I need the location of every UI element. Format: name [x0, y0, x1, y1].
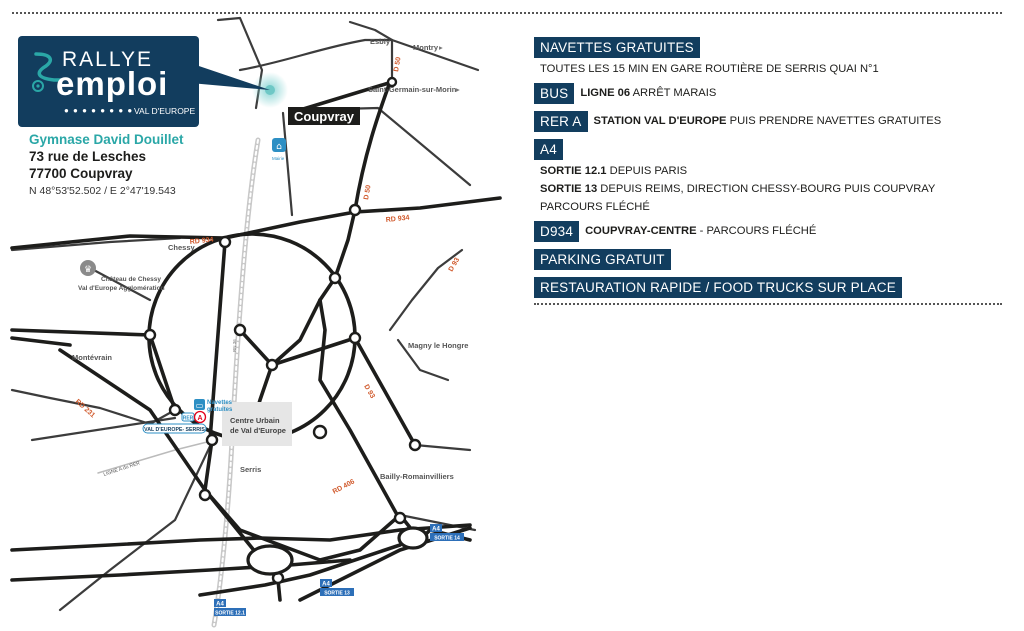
roundabout — [235, 325, 245, 335]
svg-text:♛: ♛ — [83, 265, 93, 275]
a4-line2-text: DEPUIS REIMS, DIRECTION CHESSY-BOURG PUIS COUPVRAY — [597, 183, 936, 195]
svg-text:▭: ▭ — [195, 401, 204, 410]
roundabout — [220, 237, 230, 247]
a4-tag: A4 — [534, 139, 563, 160]
label-montry: Montry — [413, 43, 438, 52]
a4-block — [534, 139, 1004, 215]
label-saint-germain: Saint-Germain-sur-Morin — [368, 85, 457, 94]
access-info-panel — [534, 37, 1004, 298]
interchange-loop — [399, 528, 427, 548]
label-chessy: Chessy — [168, 243, 195, 252]
svg-text:⌂: ⌂ — [276, 142, 282, 152]
venue-street: 73 rue de Lesches — [29, 149, 147, 164]
a4-line3-text: PARCOURS FLÉCHÉ — [540, 201, 650, 213]
montry-arrow: ▸ — [439, 43, 443, 52]
d934-block — [534, 221, 1004, 242]
d934-text: - PARCOURS FLÉCHÉ — [696, 225, 817, 237]
label-navettes-1: Navettes — [207, 400, 233, 406]
navettes-block — [534, 37, 1004, 77]
label-navettes-2: gratuites — [207, 407, 233, 413]
a4-shield-13-label: A4 — [322, 581, 330, 588]
venue-name: Gymnase David Douillet — [29, 132, 184, 147]
road-rd406: RD 406 — [331, 478, 356, 496]
a4-line2-bold: SORTIE 13 — [540, 183, 598, 195]
logo-pointer — [190, 55, 280, 105]
rer-block — [534, 111, 1004, 132]
roundabout — [200, 490, 210, 500]
logo-word-emploi: emploi — [56, 65, 169, 102]
label-centre-urbain-1: Centre Urbain — [230, 416, 280, 425]
road-rn36: RN 36 — [232, 339, 237, 352]
label-ligne-rer: LIGNE A du RER — [102, 460, 141, 478]
roundabout — [410, 440, 420, 450]
bus-block — [534, 83, 1004, 104]
exit-121-label: SORTIE 12.1 — [215, 610, 245, 617]
navettes-tag: NAVETTES GRATUITES — [534, 37, 700, 58]
roundabout — [395, 513, 405, 523]
a4-line1-bold: SORTIE 12.1 — [540, 165, 607, 177]
roundabout — [267, 360, 277, 370]
roundabout — [350, 333, 360, 343]
venue-city: 77700 Coupvray — [29, 166, 133, 181]
road-d93-south: D 93 — [362, 383, 376, 400]
roundabout — [145, 330, 155, 340]
logo-word-rallye: RALLYE — [62, 48, 153, 71]
roundabout — [314, 426, 326, 438]
roundabout — [350, 205, 360, 215]
resto-block — [534, 277, 1004, 298]
exit-14-label: SORTIE 14 — [434, 535, 460, 542]
parking-block — [534, 249, 1004, 270]
resto-tag: RESTAURATION RAPIDE / FOOD TRUCKS SUR PLACE — [534, 277, 902, 298]
a4-shield-121-label: A4 — [216, 601, 224, 608]
venue-address — [29, 132, 184, 197]
road-rd231: RD 231 — [73, 398, 96, 420]
roundabout — [170, 405, 180, 415]
saint-germain-arrow: ▸ — [456, 85, 460, 94]
road-d50-north: D 50 — [393, 56, 403, 73]
label-station: VAL D'EUROPE- SERRIS — [144, 427, 205, 433]
rer-a-letter: A — [197, 415, 203, 422]
a4-shield-14-label: A4 — [432, 526, 440, 533]
logo-dots: ● ● ● ● ● ● ● ● — [64, 106, 134, 115]
label-chateau-2: Val d'Europe Agglomération — [78, 285, 165, 292]
rer-text: PUIS PRENDRE NAVETTES GRATUITES — [726, 115, 942, 127]
rer-bold: STATION VAL D'EUROPE — [593, 115, 727, 127]
navettes-text: TOUTES LES 15 MIN EN GARE ROUTIÈRE DE SERRIS QUAI N°1 — [540, 63, 879, 75]
venue-gps: N 48°53'52.502 / E 2°47'19.543 — [29, 185, 176, 197]
road-rd934-west: RD 934 — [189, 236, 214, 246]
rallye-emploi-logo — [18, 36, 199, 127]
label-magny: Magny le Hongre — [408, 341, 469, 350]
exit-13-label: SORTIE 13 — [324, 590, 350, 597]
logo-sub: VAL D'EUROPE — [134, 106, 196, 116]
label-montevrain: Montévrain — [72, 353, 113, 362]
road-d50-south: D 50 — [363, 184, 373, 201]
label-chateau-1: Château de Chessy — [101, 276, 161, 283]
label-coupvray: Coupvray — [294, 109, 354, 124]
interchange-loop — [248, 546, 292, 574]
info-bottom-dotted-rule — [534, 303, 1002, 305]
bus-text: ARRÊT MARAIS — [630, 87, 717, 99]
rer-tag: RER A — [534, 111, 588, 132]
roundabout — [207, 435, 217, 445]
label-bailly: Bailly-Romainvilliers — [380, 472, 454, 481]
label-serris: Serris — [240, 465, 262, 474]
label-esbly: Esbly — [370, 37, 391, 46]
bus-bold: LIGNE 06 — [580, 87, 631, 99]
a4-line1-text: DEPUIS PARIS — [606, 165, 688, 177]
road-rd934-east: RD 934 — [385, 214, 410, 224]
label-centre-urbain-2: de Val d'Europe — [230, 426, 286, 435]
rer-badge-label: RER — [182, 415, 194, 422]
d934-bold: COUPVRAY-CENTRE — [585, 225, 697, 237]
label-mairie: Mairie — [272, 156, 285, 161]
bus-tag: BUS — [534, 83, 574, 104]
road-d93-north: D 93 — [447, 256, 462, 273]
d934-tag: D934 — [534, 221, 579, 242]
roundabout — [330, 273, 340, 283]
parking-tag: PARKING GRATUIT — [534, 249, 671, 270]
